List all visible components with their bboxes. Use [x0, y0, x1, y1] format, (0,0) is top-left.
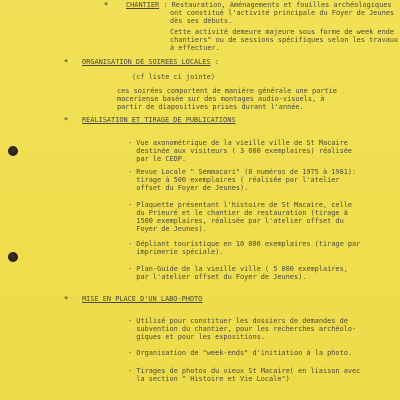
section-soirees-line-4: partir de diapositives prises durant l'année. [117, 103, 304, 111]
labo-item-line: - Utilisé pour constituer les dossiers de demandes de [128, 317, 348, 325]
bullet-star: * [104, 1, 109, 9]
section-chantier-line-4: Cette activité demeure majeure sous forme de week ende [170, 28, 395, 36]
punch-hole-top [8, 146, 18, 156]
section-publications-heading: REALISATION ET TIRAGE DE PUBLICATIONS [82, 116, 236, 124]
publication-item-line: imprimerie spéciale). [128, 248, 224, 256]
labo-item-line: la section " Histoire et Vie Locale") [128, 375, 290, 383]
section-chantier-line-6: à effectuer. [170, 44, 220, 52]
publication-item-line: par l'atelier offset du Foyer de Jeunes). [128, 273, 307, 281]
publication-item-line: - Plan-Guide de la vieille ville ( 5 000 exemplaires, [128, 265, 348, 273]
labo-item-line: subvention du chantier, pour les recherches archéolo- [128, 325, 357, 333]
publication-item-line: offset du Foyer de Jeunes). [128, 184, 249, 192]
section-soirees-line-1: (cf liste ci jointe) [132, 73, 215, 81]
labo-item-line: - Organisation de "week-ends" d'initiation à la photo. [128, 349, 353, 357]
punch-hole-bottom [8, 252, 18, 262]
section-labo-heading: MISE EN PLACE D'UN LABO-PHOTO [82, 295, 203, 303]
section-chantier-label: CHANTIER [126, 1, 160, 9]
publication-item-line: - Plaquette présentant l'histoire de St Macaire, celle [128, 201, 353, 209]
bullet-star: * [64, 58, 69, 66]
publication-item-line: du Prieuré et le chantier de restauration (tirage à [128, 209, 348, 217]
bullet-star: * [64, 295, 69, 303]
section-chantier-line-5: chantiers" ou de sessions spécifiques selon les travaux [170, 36, 399, 44]
publication-item-line: 1500 exemplaires, réalisée par l'atelier offset du [128, 217, 344, 225]
section-soirees-heading: ORGANISATION DE SOIREES LOCALES : [82, 58, 219, 66]
section-chantier-line-2: ont constitué l'activité principale du Foyer de Jeunes [170, 9, 395, 17]
publication-item-line: par le CEDP. [128, 155, 187, 163]
section-soirees-line-3: maceriense basée sur des montages audio-visuels, à [117, 95, 325, 103]
publication-item-line: - Dépliant touristique en 10 000 exemplaires (tirage par [128, 240, 361, 248]
publication-item-line: tirage à 500 exemplaires ( réalisée par l'atelier [128, 176, 340, 184]
section-chantier-line-1: CHANTIER : Restauration, Aménagements et fouilles archéologiques [126, 1, 392, 9]
bullet-star: * [64, 116, 69, 124]
publication-item-line: - Vue axonométrique de la vieille ville de St Macaire [128, 139, 348, 147]
labo-item-line: - Tirages de photos du vieux St Macaire( en liaison avec [128, 367, 361, 375]
labo-item-line: giques et pour les expositions. [128, 333, 265, 341]
publication-item-line: - Revue Locale " Semmacari" (8 numéros de 1975 à 1981): [128, 168, 357, 176]
section-chantier-line-3: dès ses débuts. [170, 17, 233, 25]
section-soirees-line-2: ces soirées comportent de manière générale une partie [117, 87, 337, 95]
publication-item-line: Foyer de Jeunes). [128, 225, 207, 233]
publication-item-line: destinée aux visiteurs ( 3 000 exemplaires) réalisée [128, 147, 353, 155]
